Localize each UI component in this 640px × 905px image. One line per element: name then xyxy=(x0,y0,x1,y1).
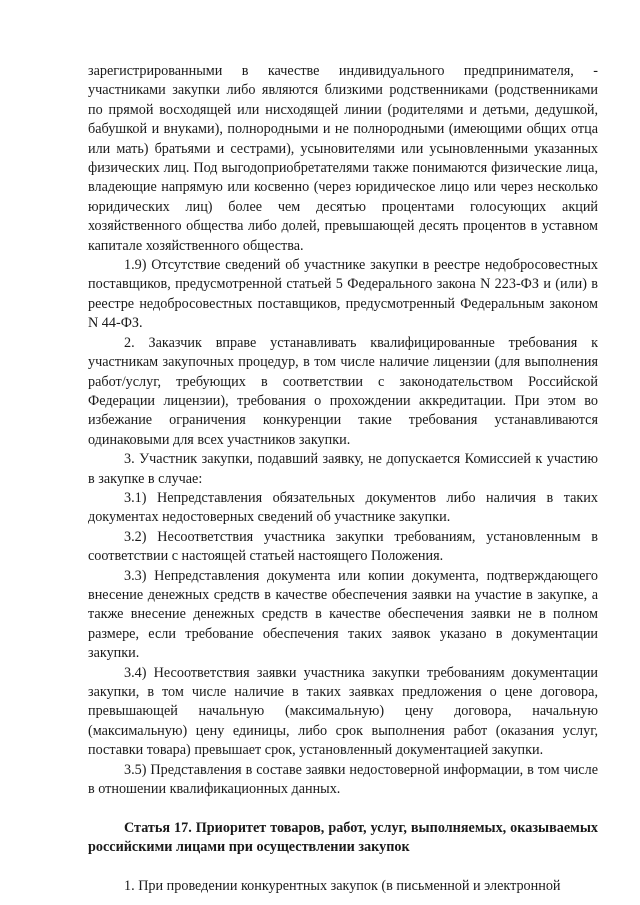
paragraph-beneficiaries: зарегистрированными в качестве индивидуального предпринимателя, - участниками закупки либо являются близкими родственниками (родственниками по прямой восходящей или нисходящей линии (родителями и детьми, дедушкой, бабушкой и внуками), полнородными и не полнородными (имеющими общих отца или мать) братьями и сестрами), усыновителями или усыновленными указанных физических лиц. Под выгодоприобретателями также понимаются физические лица, владеющие напрямую или косвенно (через юридическое лицо или через несколько юридических лиц) более чем десятью процентами голосующих акций хозяйственного общества либо долей, превышающей десять процентов в уставном капитале хозяйственного общества. xyxy=(88,63,598,254)
paragraph-3-5: 3.5) Представления в составе заявки недостоверной информации, в том числе в отношении квалификационных данных. xyxy=(88,761,598,798)
paragraph-article-17-1: 1. При проведении конкурентных закупок (в письменной и электронной xyxy=(124,878,561,895)
document-page xyxy=(88,62,598,896)
paragraph-1-9: 1.9) Отсутствие сведений об участнике закупки в реестре недобросовестных поставщиков, предусмотренной статьей 5 Федерального закона N 223-ФЗ и (или) в реестре недобросовестных поставщиков, предусмотренный Федеральным законом N 44-ФЗ. xyxy=(88,257,598,332)
paragraph-3-1: 3.1) Непредставления обязательных документов либо наличия в таких документах недостоверных сведений об участнике закупки. xyxy=(88,489,598,526)
paragraph-3-3: 3.3) Непредставления документа или копии документа, подтверждающего внесение денежных средств в качестве обеспечения заявки на участие в закупке, а также внесение денежных средств в качестве обеспечения заявки не в полном размере, если требование обеспечения таких заявок указано в документации закупки. xyxy=(88,567,598,662)
paragraph-3-2: 3.2) Несоответствия участника закупки требованиям, установленным в соответствии с настоящей статьей настоящего Положения. xyxy=(88,528,598,565)
paragraph-2: 2. Заказчик вправе устанавливать квалифицированные требования к участникам закупочных процедур, в том числе наличие лицензии (для выполнения работ/услуг, требующих в соответствии с законодательством Российской Федерации лицензии), требования о прохождении аккредитации. При этом во избежание ограничения конкуренции такие требования устанавливаются одинаковыми для всех участников закупки. xyxy=(88,334,598,448)
blank-line xyxy=(88,858,598,877)
paragraph-3: 3. Участник закупки, подавший заявку, не допускается Комиссией к участию в закупке в случае: xyxy=(88,451,598,487)
blank-line xyxy=(88,799,598,818)
article-17-heading: Статья 17. Приоритет товаров, работ, услуг, выполняемых, оказываемых российскими лицами при осуществлении закупок xyxy=(88,819,598,856)
paragraph-3-4: 3.4) Несоответствия заявки участника закупки требованиям документации закупки, в том числе наличие в таких заявках предложения о цене договора, превышающей начальную (максимальную) цену договора, начальную (максимальную) цену единицы, либо срок выполнения работ (оказания услуг, поставки товара) превышает срок, установленный документацией закупки. xyxy=(88,664,598,759)
